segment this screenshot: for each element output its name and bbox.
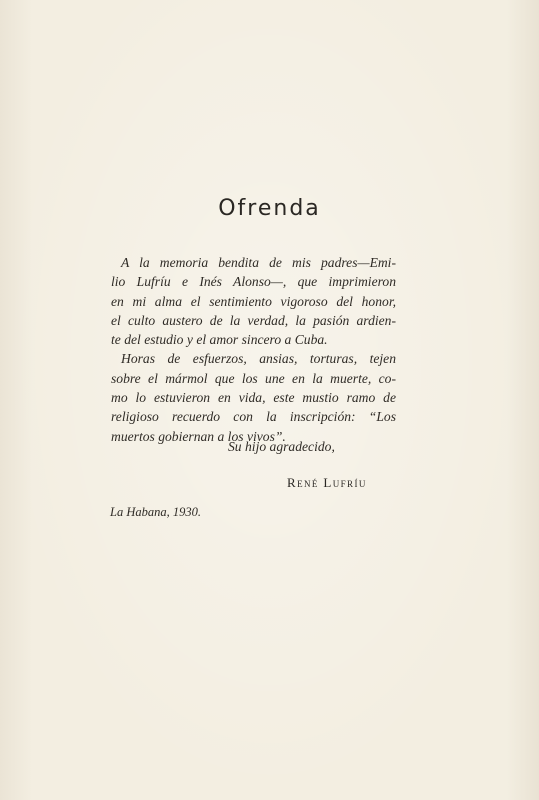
text-line: el culto austero de la verdad, la pasión ardien- (111, 312, 396, 328)
text-line: te del estudio y el amor sincero a Cuba. (111, 332, 328, 348)
text-line: religioso recuerdo con la inscripción: “Los (111, 409, 396, 425)
signoff-text: Su hijo agradecido, (228, 439, 335, 454)
text-line: mo lo estuvieron en vida, este mustio ramo de (111, 390, 396, 406)
author-name: René Lufríu (287, 475, 367, 490)
text-line: lio Lufríu e Inés Alonso—, que imprimieron (111, 274, 396, 290)
dedication-text (111, 253, 396, 446)
page-title: Ofrenda (218, 196, 321, 221)
text-line: en mi alma el sentimiento vigoroso del honor, (111, 293, 396, 309)
place-date: La Habana, 1930. (110, 505, 201, 519)
text-line: A la memoria bendita de mis padres—Emi- (121, 255, 396, 270)
text-line: Horas de esfuerzos, ansias, torturas, tejen (121, 351, 396, 367)
text-line: sobre el mármol que los une en la muerte, co- (111, 370, 396, 386)
author-signature (287, 475, 367, 491)
text-line: muertos gobiernan a los vivos”. (111, 428, 286, 444)
